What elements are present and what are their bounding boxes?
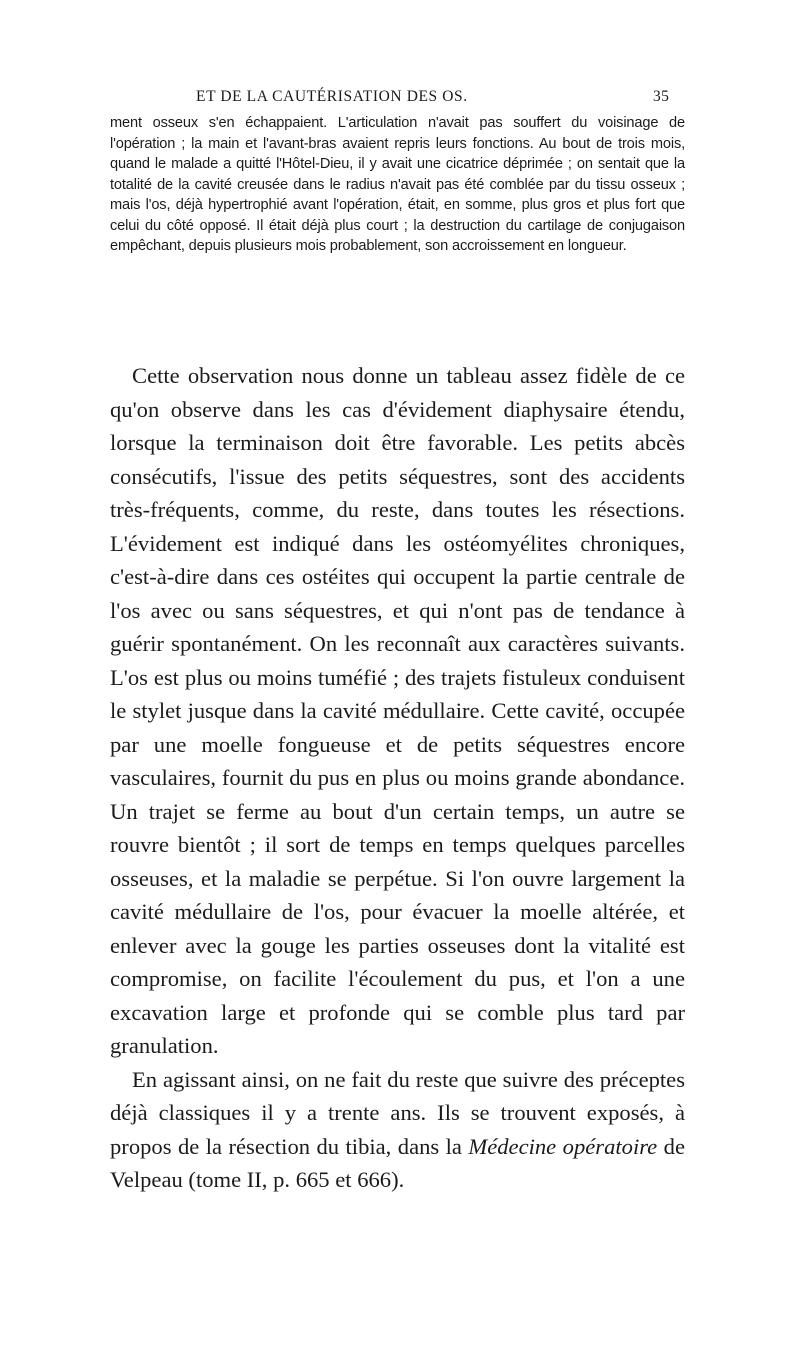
discussion-paragraph: Cette observation nous donne un tableau assez fidèle de ce qu'on observe dans les cas d'évidement diaphysaire étendu, lorsque la terminaison doit être favorable. Les petits abcès consécutifs, l'issue des petits séquestres, sont des accidents très-fréquents, comme, du reste, dans toutes les résections. L'évidement est indiqué dans les ostéomyélites chroniques, c'est-à-dire dans ces ostéites qui occupent la partie centrale de l'os avec ou sans séquestres, et qui n'ont pas de tendance à guérir spontanément. On les reconnaît aux caractères suivants. L'os est plus ou moins tuméfié ; des trajets fistuleux conduisent le stylet jusque dans la cavité médullaire. Cette cavité, occupée par une moelle fongueuse et de petits séquestres encore vasculaires, fournit du pus en plus ou moins grande abondance. Un trajet se ferme au bout d'un certain temps, un autre se rouvre bientôt ; il sort de temps en temps quelques parcelles osseuses, et la maladie se perpétue. Si l'on ouvre largement la cavité médullaire de l'os, pour évacuer la moelle altérée, et enlever avec la gouge les parties osseuses dont la vitalité est compromise, on facilite l'écoulement du pus, et l'on a une excavation large et profonde qui se comble plus tard par granulation. [110,363,685,1058]
running-title: ET DE LA CAUTÉRISATION DES OS. [196,88,468,105]
closing-text-start: En agissant ainsi, on ne fait du reste que suivre des préceptes déjà classiques il y a trente ans. Ils se trouvent exposés, à propos de la résection du tibia, dans la [110,1066,685,1159]
closing-text-end: de Velpeau (tome II, p. 665 et 666). [110,1133,685,1192]
page-number: 35 [653,88,670,105]
book-title: Médecine opératoire [468,1133,658,1159]
closing-paragraph [110,1063,685,1197]
observation-paragraph: ment osseux s'en échappaient. L'articulation n'avait pas souffert du voisinage de l'opération ; la main et l'avant-bras avaient repris leurs fonctions. Au bout de trois mois, quand le malade a quitté l'Hôtel-Dieu, il y avait une cicatrice déprimée ; on sentait que la totalité de la cavité creusée dans le radius n'avait pas été comblée par du tissu osseux ; mais l'os, déjà hypertrophié avant l'opération, était, en somme, plus gros et plus fort que celui du côté opposé. Il était déjà plus court ; la destruction du cartilage de conjugaison empêchant, depuis plusieurs mois probablement, son accroissement en longueur. [110,115,685,254]
main-text-block [110,359,685,1197]
observation-text-block [110,113,685,257]
